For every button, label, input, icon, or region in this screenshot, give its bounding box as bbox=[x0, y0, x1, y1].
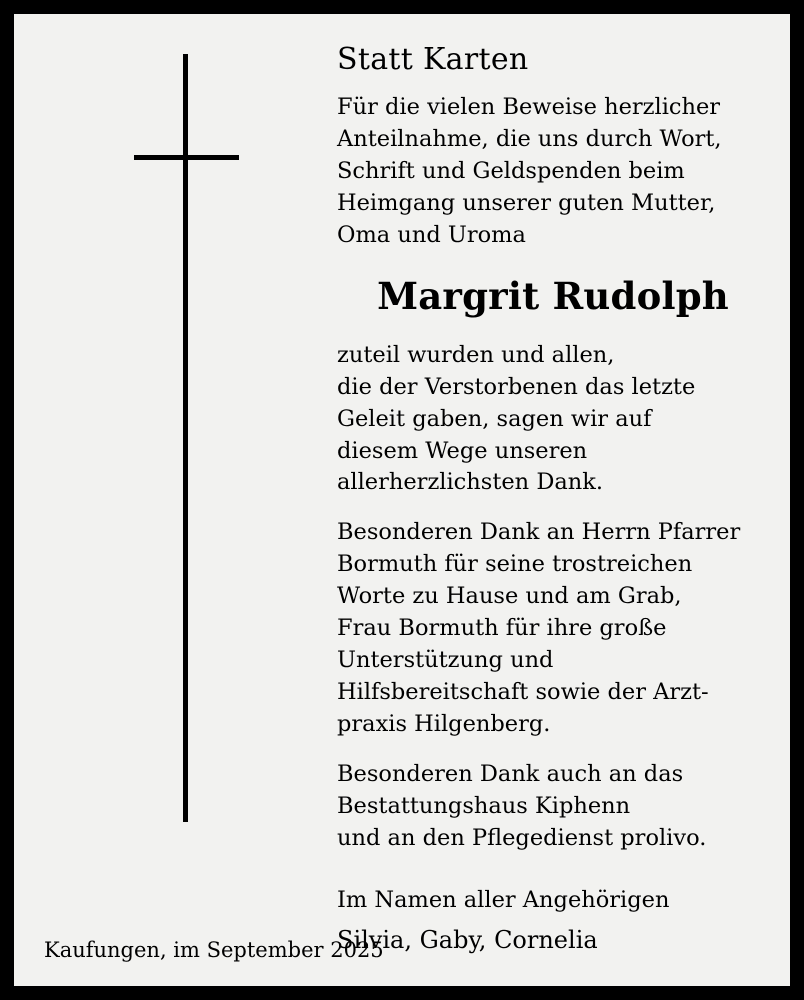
intro-line: Anteilnahme, die uns durch Wort, bbox=[337, 125, 722, 152]
behalf-block bbox=[337, 885, 769, 958]
cross-icon bbox=[134, 54, 239, 822]
thanks-paragraph bbox=[337, 340, 769, 500]
notice-heading: Statt Karten bbox=[337, 42, 529, 77]
cross-vertical-bar bbox=[183, 54, 188, 822]
additional-thanks-line: und an den Pflegedienst prolivo. bbox=[337, 824, 707, 851]
intro-paragraph bbox=[337, 92, 769, 252]
thanks-line: Geleit gaben, sagen wir auf bbox=[337, 405, 652, 432]
special-thanks-line: Bormuth für seine trostreichen bbox=[337, 551, 693, 578]
intro-line: Oma und Uroma bbox=[337, 221, 526, 248]
intro-line: Schrift und Geldspenden beim bbox=[337, 157, 685, 184]
thanks-line: die der Verstorbenen das letzte bbox=[337, 373, 696, 400]
notice-content bbox=[337, 42, 769, 957]
special-thanks-line: Besonderen Dank an Herrn Pfarrer bbox=[337, 519, 741, 546]
special-thanks-paragraph bbox=[337, 517, 769, 741]
intro-line: Heimgang unserer guten Mutter, bbox=[337, 189, 716, 216]
cross-horizontal-bar bbox=[134, 155, 239, 160]
additional-thanks-line: Besonderen Dank auch an das bbox=[337, 760, 684, 787]
thanks-line: diesem Wege unseren bbox=[337, 437, 588, 464]
behalf-line: Im Namen aller Angehörigen bbox=[337, 886, 670, 913]
signers-line: Silvia, Gaby, Cornelia bbox=[337, 925, 598, 954]
special-thanks-line: Frau Bormuth für ihre große bbox=[337, 615, 667, 642]
deceased-name: Margrit Rudolph bbox=[377, 273, 729, 318]
additional-thanks-paragraph bbox=[337, 759, 769, 855]
special-thanks-line: praxis Hilgenberg. bbox=[337, 711, 551, 737]
special-thanks-line: Hilfsbereitschaft sowie der Arzt- bbox=[337, 679, 709, 706]
additional-thanks-line: Bestattungshaus Kiphenn bbox=[337, 792, 631, 819]
obituary-notice-card bbox=[14, 14, 790, 986]
intro-line: Für die vielen Beweise herzlicher bbox=[337, 94, 721, 120]
special-thanks-line: Unterstützung und bbox=[337, 647, 554, 674]
special-thanks-line: Worte zu Hause und am Grab, bbox=[337, 583, 682, 610]
thanks-line: zuteil wurden und allen, bbox=[337, 341, 615, 368]
thanks-line: allerherzlichsten Dank. bbox=[337, 469, 604, 496]
place-and-date: Kaufungen, im September 2025 bbox=[44, 938, 384, 962]
